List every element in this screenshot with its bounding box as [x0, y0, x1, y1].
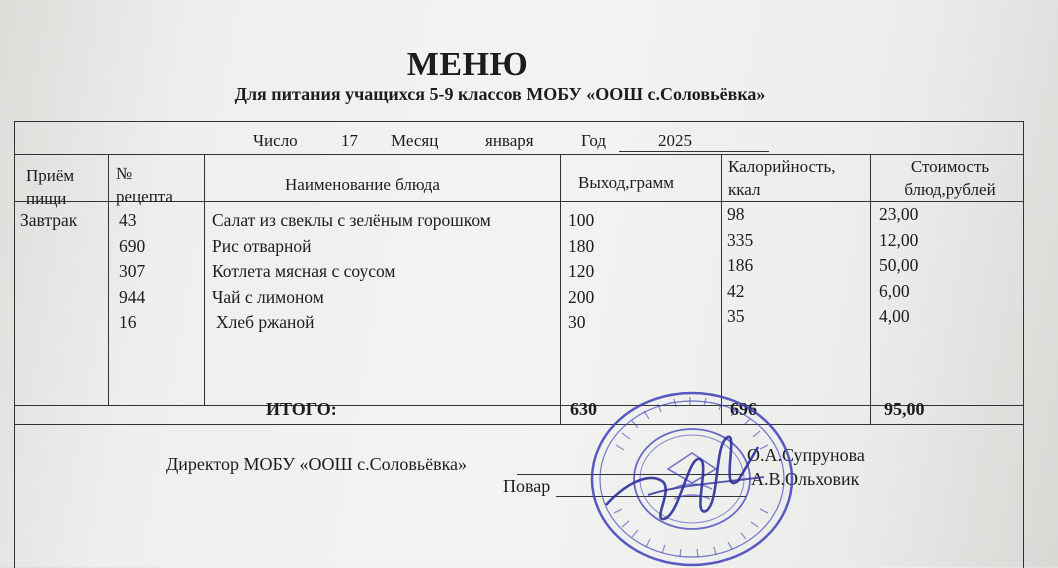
recipe-number: 16: [119, 312, 137, 332]
total-cost: 95,00: [884, 399, 925, 419]
recipe-number: 690: [119, 235, 146, 256]
cost-value: 50,00: [879, 255, 919, 275]
recipe-number: 43: [119, 210, 137, 230]
calories-value: 98: [727, 204, 745, 224]
month-value: января: [485, 131, 534, 150]
total-yield: 630: [570, 399, 597, 419]
dish-name: Чай с лимоном: [212, 286, 324, 307]
year-value: 2025: [658, 131, 692, 150]
col-divider-recipe: [204, 154, 205, 405]
recipe-number: 307: [119, 261, 146, 281]
col-divider-calories: [870, 154, 871, 424]
total-label: ИТОГО:: [266, 399, 337, 419]
header-cost: [884, 157, 1016, 200]
dish-name: Рис отварной: [212, 235, 312, 256]
month-label: Месяц: [391, 131, 439, 150]
header-cost-line1: Стоимость: [910, 157, 990, 176]
year-label: Год: [581, 131, 606, 150]
header-meal-line1: Приём: [26, 166, 75, 185]
yield-value: 30: [568, 312, 586, 332]
yield-value: 120: [568, 261, 595, 281]
yield-value: 180: [568, 235, 595, 256]
meal-name: Завтрак: [20, 210, 78, 230]
cost-column: [879, 202, 918, 330]
menu-title: МЕНЮ: [406, 46, 529, 83]
dish-name: Салат из свеклы с зелёным горошком: [212, 210, 491, 230]
total-calories: 696: [730, 399, 757, 419]
header-yield: Выход,грамм: [578, 173, 675, 192]
cost-value: 6,00: [879, 280, 910, 301]
calories-value: 335: [727, 229, 754, 250]
dish-name: Котлета мясная с соусом: [212, 261, 396, 281]
header-meal: [26, 166, 74, 209]
header-recipe-line1: №: [116, 164, 133, 183]
header-calories-line1: Калорийность,: [728, 157, 836, 176]
recipe-number: 944: [119, 286, 146, 307]
header-calories-line2: ккал: [728, 180, 761, 199]
date-row-bottom-line: [14, 154, 1023, 155]
header-dish: Наименование блюда: [285, 175, 440, 194]
cost-value: 23,00: [879, 204, 919, 224]
dish-name: Хлеб ржаной: [216, 312, 315, 332]
director-label: Директор МОБУ «ООШ с.Соловьёвка»: [166, 454, 468, 474]
header-calories: [728, 157, 836, 200]
dish-column: [212, 208, 491, 336]
cook-name: А.В.Ольховик: [751, 469, 860, 489]
header-meal-line2: пищи: [26, 189, 67, 208]
yield-value: 200: [568, 286, 595, 307]
header-recipe: [116, 164, 173, 207]
calories-value: 186: [727, 255, 754, 275]
cost-value: 4,00: [879, 306, 910, 326]
yield-value: 100: [568, 210, 595, 230]
year-underline: [619, 151, 769, 152]
col-divider-meal: [108, 154, 109, 405]
day-value: 17: [341, 131, 358, 150]
calories-value: 35: [727, 306, 745, 326]
cook-label: Повар: [503, 476, 551, 496]
col-divider-dish: [560, 154, 561, 424]
recipe-column: [119, 208, 145, 336]
yield-column: [568, 208, 594, 336]
header-recipe-line2: рецепта: [116, 187, 173, 206]
cost-value: 12,00: [879, 229, 919, 250]
total-row-bottom-line: [14, 424, 1023, 425]
day-label: Число: [253, 131, 298, 150]
header-cost-line2: блюд,рублей: [904, 180, 996, 199]
official-stamp-seal: [588, 385, 803, 567]
director-name: О.А.Супрунова: [747, 445, 865, 465]
col-divider-yield: [721, 154, 722, 424]
body-bottom-line: [14, 405, 1023, 406]
menu-subtitle: Для питания учащихся 5-9 классов МОБУ «ООШ с.Соловьёвка»: [234, 84, 766, 104]
calories-value: 42: [727, 280, 745, 301]
calories-column: [727, 202, 753, 330]
